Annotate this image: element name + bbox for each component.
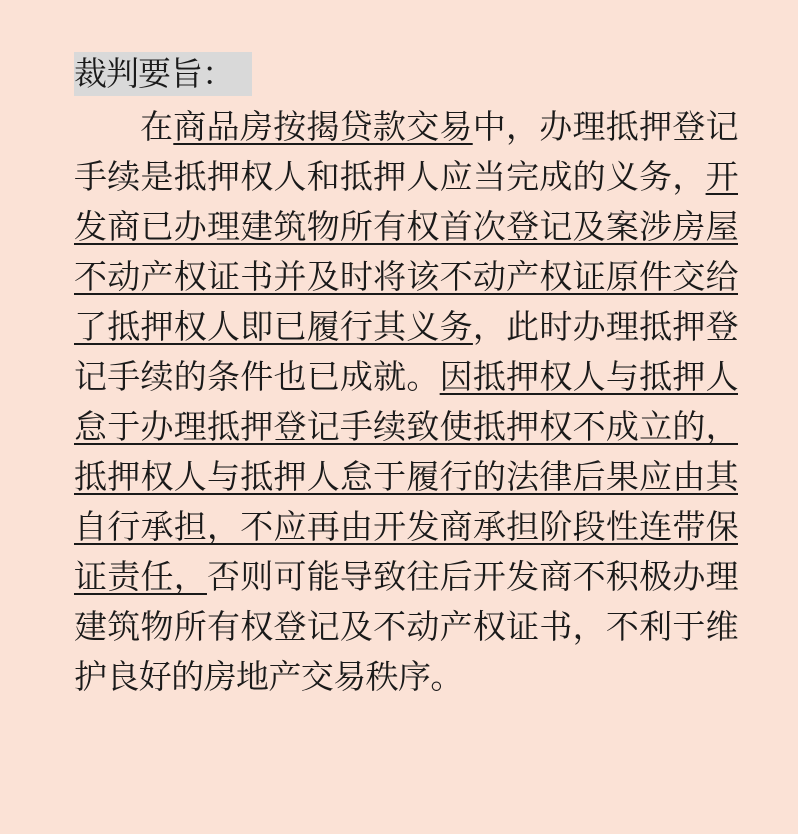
text-run: ，此时办理抵押登记手续的条件也已成就。 [74, 307, 738, 396]
text-run: 在 [140, 107, 174, 146]
section-heading: 裁判要旨： [74, 52, 252, 96]
underlined-text-run: 开发商已办理建筑物所有权首次登记及案涉房屋不动产权证书并及时将该不动产权证原件交给了抵押权人即已履行其义务 [74, 157, 738, 346]
text-run: 中，办理抵押登记手续是抵押权人和抵押人应当完成的义务， [74, 107, 739, 196]
underlined-text-run: 商品房按揭贷款交易 [173, 107, 473, 146]
text-run: 否则可能导致往后开发商不积极办理建筑物所有权登记及不动产权证书，不利于维护良好的房地产交易秩序。 [74, 557, 738, 696]
body-paragraph [74, 102, 738, 702]
underlined-text-run: 因抵押权人与抵押人怠于办理抵押登记手续致使抵押权不成立的，抵押权人与抵押人怠于履行的法律后果应由其自行承担，不应再由开发商承担阶段性连带保证责任， [74, 357, 738, 596]
